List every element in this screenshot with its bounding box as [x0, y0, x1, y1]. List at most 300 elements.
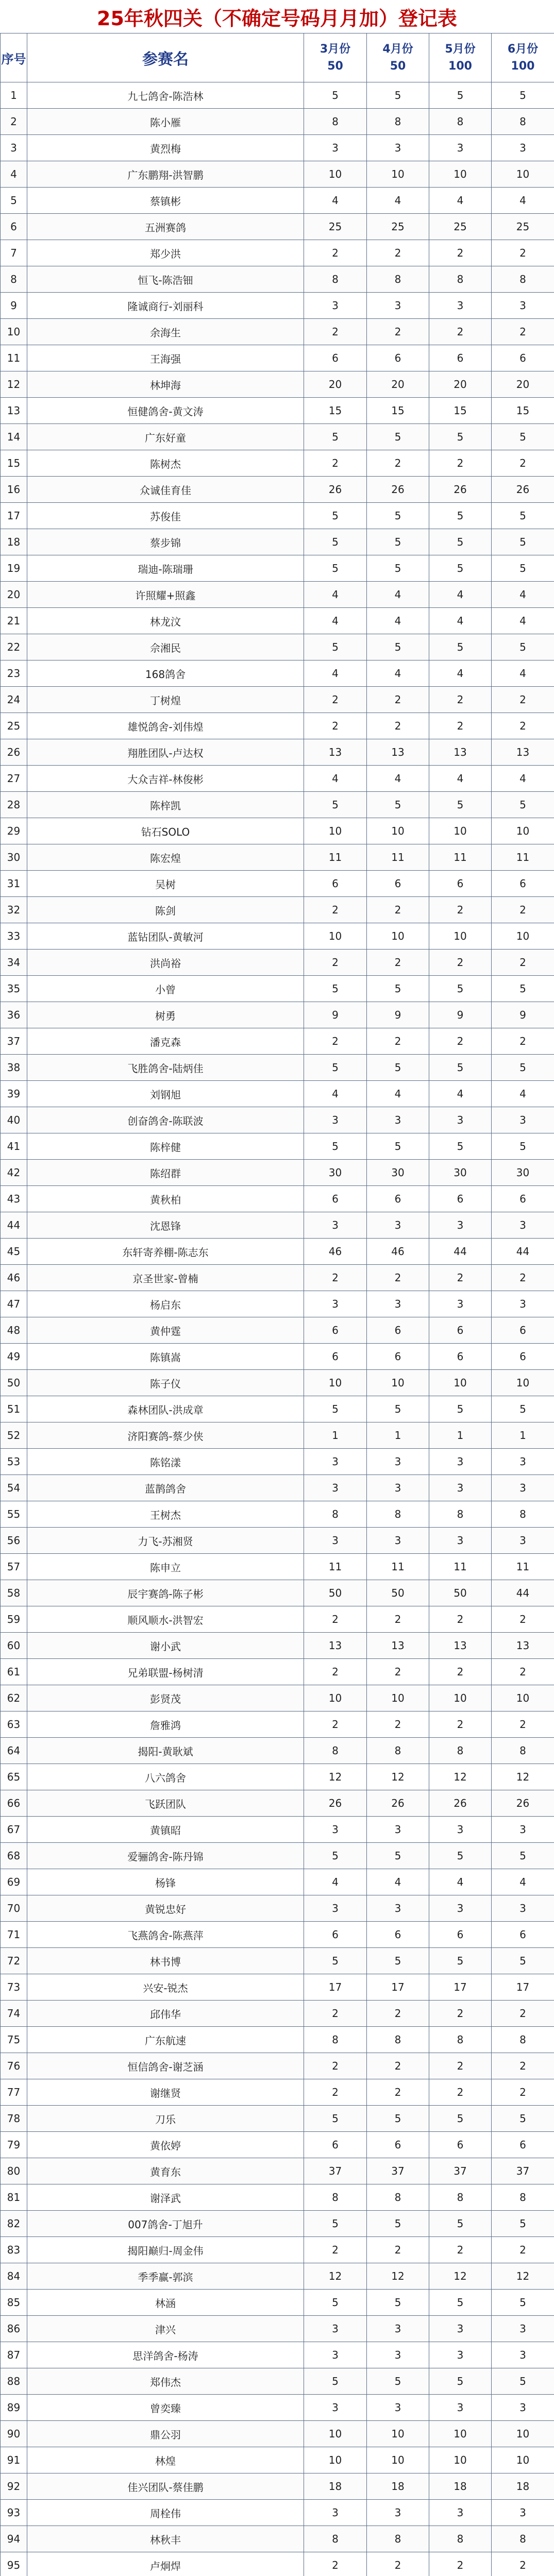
- april-count: 25: [367, 214, 429, 240]
- march-count: 2: [304, 1659, 367, 1685]
- march-count: 15: [304, 398, 367, 424]
- march-count: 10: [304, 2421, 367, 2447]
- may-count: 11: [429, 1554, 492, 1580]
- may-count: 4: [429, 582, 492, 608]
- april-count: 4: [367, 1869, 429, 1895]
- march-count: 3: [304, 1291, 367, 1317]
- row-index: 51: [1, 1396, 27, 1422]
- row-index: 78: [1, 2106, 27, 2132]
- table-row: [1, 2526, 554, 2552]
- march-count: 20: [304, 371, 367, 398]
- table-row: [1, 2395, 554, 2421]
- row-index: 41: [1, 1133, 27, 1160]
- march-count: 8: [304, 1501, 367, 1528]
- june-count: 2: [492, 1028, 554, 1055]
- april-count: 3: [367, 1107, 429, 1133]
- june-count: 2: [492, 950, 554, 976]
- march-count: 2: [304, 950, 367, 976]
- april-count: 13: [367, 739, 429, 766]
- april-count: 2: [367, 687, 429, 713]
- may-count: 50: [429, 1580, 492, 1606]
- june-count: 5: [492, 2211, 554, 2237]
- june-count: 26: [492, 1790, 554, 1817]
- may-count: 2: [429, 687, 492, 713]
- march-count: 4: [304, 608, 367, 634]
- row-index: 89: [1, 2395, 27, 2421]
- march-count: 9: [304, 1002, 367, 1028]
- table-row: [1, 2184, 554, 2211]
- april-count: 13: [367, 1633, 429, 1659]
- april-count: 3: [367, 293, 429, 319]
- table-row: [1, 214, 554, 240]
- may-count: 2: [429, 2053, 492, 2079]
- row-index: 23: [1, 660, 27, 687]
- may-count: 2: [429, 897, 492, 923]
- may-count: 13: [429, 739, 492, 766]
- may-count: 6: [429, 871, 492, 897]
- march-count: 5: [304, 503, 367, 529]
- june-count: 2: [492, 1606, 554, 1633]
- april-count: 10: [367, 161, 429, 188]
- table-row: [1, 450, 554, 477]
- march-count: 3: [304, 1449, 367, 1475]
- june-count: 3: [492, 1107, 554, 1133]
- table-row: [1, 1922, 554, 1948]
- march-count: 5: [304, 1396, 367, 1422]
- may-count: 10: [429, 161, 492, 188]
- table-row: [1, 1160, 554, 1186]
- march-count: 4: [304, 660, 367, 687]
- march-count: 2: [304, 1028, 367, 1055]
- may-count: 5: [429, 2211, 492, 2237]
- participant-name: 黄锐忠好: [27, 1895, 304, 1922]
- may-count: 3: [429, 2342, 492, 2368]
- row-index: 42: [1, 1160, 27, 1186]
- march-count: 8: [304, 2184, 367, 2211]
- may-count: 2: [429, 2079, 492, 2106]
- participant-name: 雄悦鸽舍-刘伟煌: [27, 713, 304, 739]
- row-index: 31: [1, 871, 27, 897]
- table-row: [1, 1948, 554, 1974]
- may-count: 2: [429, 319, 492, 345]
- row-index: 71: [1, 1922, 27, 1948]
- table-row: [1, 2132, 554, 2158]
- may-count: 3: [429, 1449, 492, 1475]
- participant-name: 津兴: [27, 2316, 304, 2342]
- june-count: 25: [492, 214, 554, 240]
- participant-name: 苏俊佳: [27, 503, 304, 529]
- participant-name: 隆诚商行-刘丽科: [27, 293, 304, 319]
- march-count: 3: [304, 1895, 367, 1922]
- table-row: [1, 1633, 554, 1659]
- participant-name: 黄镇昭: [27, 1817, 304, 1843]
- participant-name: 刀乐: [27, 2106, 304, 2132]
- march-count: 3: [304, 2342, 367, 2368]
- row-index: 15: [1, 450, 27, 477]
- row-index: 65: [1, 1764, 27, 1790]
- march-count: 10: [304, 1685, 367, 1711]
- june-count: 10: [492, 923, 554, 950]
- header-participant: 参赛名: [27, 33, 304, 82]
- table-row: [1, 1396, 554, 1422]
- march-count: 4: [304, 582, 367, 608]
- table-row: [1, 345, 554, 371]
- march-count: 30: [304, 1160, 367, 1186]
- table-row: [1, 1133, 554, 1160]
- april-count: 8: [367, 1501, 429, 1528]
- june-count: 6: [492, 345, 554, 371]
- may-count: 13: [429, 1633, 492, 1659]
- april-count: 5: [367, 1055, 429, 1081]
- june-count: 4: [492, 1869, 554, 1895]
- header-month-3: [304, 33, 367, 82]
- april-count: 5: [367, 424, 429, 450]
- may-count: 2: [429, 2552, 492, 2576]
- april-count: 20: [367, 371, 429, 398]
- table-row: [1, 424, 554, 450]
- table-row: [1, 135, 554, 161]
- table-row: [1, 293, 554, 319]
- table-row: [1, 844, 554, 871]
- may-count: 10: [429, 818, 492, 844]
- april-count: 4: [367, 1081, 429, 1107]
- june-count: 6: [492, 1317, 554, 1344]
- table-row: [1, 1554, 554, 1580]
- march-count: 8: [304, 109, 367, 135]
- participant-name: 陈剑: [27, 897, 304, 923]
- june-count: 8: [492, 2184, 554, 2211]
- row-index: 19: [1, 555, 27, 582]
- participant-name: 谢泽武: [27, 2184, 304, 2211]
- may-count: 6: [429, 345, 492, 371]
- june-count: 3: [492, 1895, 554, 1922]
- march-count: 10: [304, 2447, 367, 2473]
- june-count: 5: [492, 529, 554, 555]
- row-index: 20: [1, 582, 27, 608]
- march-count: 5: [304, 976, 367, 1002]
- may-count: 3: [429, 1212, 492, 1239]
- april-count: 3: [367, 2500, 429, 2526]
- table-row: [1, 871, 554, 897]
- may-count: 6: [429, 1922, 492, 1948]
- participant-name: 曾奕臻: [27, 2395, 304, 2421]
- april-count: 3: [367, 1895, 429, 1922]
- table-row: [1, 1764, 554, 1790]
- row-index: 75: [1, 2027, 27, 2053]
- june-count: 8: [492, 2526, 554, 2552]
- march-count: 1: [304, 1422, 367, 1449]
- june-count: 2: [492, 897, 554, 923]
- row-index: 39: [1, 1081, 27, 1107]
- participant-name: 谢继贤: [27, 2079, 304, 2106]
- march-count: 2: [304, 319, 367, 345]
- april-count: 5: [367, 529, 429, 555]
- march-count: 5: [304, 555, 367, 582]
- participant-name: 钻石SOLO: [27, 818, 304, 844]
- march-count: 5: [304, 2211, 367, 2237]
- june-count: 13: [492, 739, 554, 766]
- june-count: 3: [492, 2500, 554, 2526]
- participant-name: 杨启东: [27, 1291, 304, 1317]
- april-count: 30: [367, 1160, 429, 1186]
- april-count: 8: [367, 1738, 429, 1764]
- may-count: 2: [429, 2237, 492, 2263]
- row-index: 34: [1, 950, 27, 976]
- june-count: 5: [492, 424, 554, 450]
- april-count: 5: [367, 1948, 429, 1974]
- april-count: 4: [367, 660, 429, 687]
- june-count: 3: [492, 1528, 554, 1554]
- table-row: [1, 687, 554, 713]
- row-index: 74: [1, 2001, 27, 2027]
- row-index: 58: [1, 1580, 27, 1606]
- participant-name: 飞胜鸽舍-陆炳佳: [27, 1055, 304, 1081]
- row-index: 16: [1, 477, 27, 503]
- may-count: 44: [429, 1239, 492, 1265]
- may-count: 12: [429, 1764, 492, 1790]
- participant-name: 佘湘民: [27, 634, 304, 660]
- april-count: 8: [367, 2526, 429, 2552]
- table-row: [1, 1107, 554, 1133]
- march-count: 13: [304, 739, 367, 766]
- april-count: 3: [367, 1817, 429, 1843]
- may-count: 11: [429, 844, 492, 871]
- row-index: 38: [1, 1055, 27, 1081]
- row-index: 35: [1, 976, 27, 1002]
- march-count: 2: [304, 2079, 367, 2106]
- may-count: 3: [429, 293, 492, 319]
- participant-name: 谢小武: [27, 1633, 304, 1659]
- may-count: 8: [429, 2526, 492, 2552]
- may-count: 5: [429, 503, 492, 529]
- june-count: 10: [492, 161, 554, 188]
- row-index: 10: [1, 319, 27, 345]
- row-index: 22: [1, 634, 27, 660]
- header-row: [1, 33, 554, 82]
- row-index: 56: [1, 1528, 27, 1554]
- participant-name: 卢炯焊: [27, 2552, 304, 2576]
- row-index: 37: [1, 1028, 27, 1055]
- participant-name: 陈子仪: [27, 1370, 304, 1396]
- table-row: [1, 923, 554, 950]
- april-count: 26: [367, 477, 429, 503]
- table-row: [1, 1475, 554, 1501]
- row-index: 40: [1, 1107, 27, 1133]
- april-count: 4: [367, 188, 429, 214]
- march-count: 4: [304, 766, 367, 792]
- participant-name: 黄秋柏: [27, 1186, 304, 1212]
- april-count: 6: [367, 871, 429, 897]
- april-count: 5: [367, 976, 429, 1002]
- header-month-4-amount: 50: [390, 60, 406, 73]
- june-count: 3: [492, 1475, 554, 1501]
- april-count: 26: [367, 1790, 429, 1817]
- june-count: 2: [492, 240, 554, 266]
- may-count: 2: [429, 1265, 492, 1291]
- june-count: 12: [492, 2263, 554, 2290]
- march-count: 6: [304, 2132, 367, 2158]
- row-index: 61: [1, 1659, 27, 1685]
- june-count: 44: [492, 1239, 554, 1265]
- april-count: 4: [367, 608, 429, 634]
- row-index: 48: [1, 1317, 27, 1344]
- june-count: 5: [492, 1948, 554, 1974]
- participant-name: 创奋鸽舍-陈联波: [27, 1107, 304, 1133]
- april-count: 2: [367, 2552, 429, 2576]
- table-row: [1, 1370, 554, 1396]
- may-count: 4: [429, 660, 492, 687]
- participant-name: 陈梓健: [27, 1133, 304, 1160]
- participant-name: 八六鸽舍: [27, 1764, 304, 1790]
- may-count: 10: [429, 1370, 492, 1396]
- row-index: 43: [1, 1186, 27, 1212]
- march-count: 6: [304, 1344, 367, 1370]
- participant-name: 京圣世家-曾楠: [27, 1265, 304, 1291]
- april-count: 9: [367, 1002, 429, 1028]
- march-count: 11: [304, 1554, 367, 1580]
- april-count: 6: [367, 1344, 429, 1370]
- table-row: [1, 319, 554, 345]
- table-row: [1, 1028, 554, 1055]
- april-count: 10: [367, 923, 429, 950]
- participant-name: 郑少洪: [27, 240, 304, 266]
- row-index: 18: [1, 529, 27, 555]
- row-index: 80: [1, 2158, 27, 2184]
- june-count: 30: [492, 1160, 554, 1186]
- april-count: 5: [367, 82, 429, 109]
- june-count: 4: [492, 188, 554, 214]
- june-count: 2: [492, 687, 554, 713]
- march-count: 26: [304, 477, 367, 503]
- table-row: [1, 2053, 554, 2079]
- march-count: 50: [304, 1580, 367, 1606]
- april-count: 5: [367, 1133, 429, 1160]
- june-count: 2: [492, 319, 554, 345]
- april-count: 12: [367, 1764, 429, 1790]
- may-count: 9: [429, 1002, 492, 1028]
- table-row: [1, 371, 554, 398]
- may-count: 10: [429, 1685, 492, 1711]
- june-count: 17: [492, 1974, 554, 2001]
- table-row: [1, 2447, 554, 2473]
- row-index: 81: [1, 2184, 27, 2211]
- april-count: 5: [367, 1843, 429, 1869]
- may-count: 17: [429, 1974, 492, 2001]
- participant-name: 陈绍群: [27, 1160, 304, 1186]
- participant-name: 鼎公羽: [27, 2421, 304, 2447]
- participant-name: 揭阳巅归-周金伟: [27, 2237, 304, 2263]
- table-row: [1, 818, 554, 844]
- march-count: 8: [304, 2027, 367, 2053]
- participant-name: 詹雅鸿: [27, 1711, 304, 1738]
- march-count: 2: [304, 1711, 367, 1738]
- header-month-5-label: 5月份: [445, 43, 476, 56]
- may-count: 2: [429, 1606, 492, 1633]
- april-count: 5: [367, 634, 429, 660]
- june-count: 5: [492, 792, 554, 818]
- participant-name: 广东航速: [27, 2027, 304, 2053]
- table-row: [1, 161, 554, 188]
- may-count: 3: [429, 2316, 492, 2342]
- june-count: 4: [492, 660, 554, 687]
- may-count: 25: [429, 214, 492, 240]
- march-count: 2: [304, 713, 367, 739]
- april-count: 4: [367, 766, 429, 792]
- april-count: 8: [367, 266, 429, 293]
- may-count: 6: [429, 1186, 492, 1212]
- june-count: 3: [492, 1212, 554, 1239]
- row-index: 45: [1, 1239, 27, 1265]
- table-row: [1, 766, 554, 792]
- may-count: 26: [429, 477, 492, 503]
- participant-name: 陈树杰: [27, 450, 304, 477]
- april-count: 4: [367, 582, 429, 608]
- may-count: 8: [429, 1501, 492, 1528]
- may-count: 2: [429, 1028, 492, 1055]
- participant-name: 黄依婷: [27, 2132, 304, 2158]
- participant-name: 蓝鹊鸽舍: [27, 1475, 304, 1501]
- april-count: 2: [367, 319, 429, 345]
- row-index: 2: [1, 109, 27, 135]
- may-count: 5: [429, 1843, 492, 1869]
- march-count: 25: [304, 214, 367, 240]
- may-count: 6: [429, 1317, 492, 1344]
- june-count: 2: [492, 1265, 554, 1291]
- may-count: 5: [429, 792, 492, 818]
- june-count: 12: [492, 1764, 554, 1790]
- table-row: [1, 2158, 554, 2184]
- june-count: 6: [492, 2132, 554, 2158]
- may-count: 10: [429, 2421, 492, 2447]
- march-count: 6: [304, 1186, 367, 1212]
- march-count: 3: [304, 1475, 367, 1501]
- participant-name: 九七鸽舍-陈浩林: [27, 82, 304, 109]
- may-count: 5: [429, 1396, 492, 1422]
- table-row: [1, 1291, 554, 1317]
- participant-name: 吴树: [27, 871, 304, 897]
- march-count: 37: [304, 2158, 367, 2184]
- june-count: 10: [492, 2421, 554, 2447]
- participant-name: 森林团队-洪成章: [27, 1396, 304, 1422]
- table-row: [1, 2263, 554, 2290]
- header-month-3-amount: 50: [327, 60, 343, 73]
- participant-name: 爱骊鸽舍-陈丹锦: [27, 1843, 304, 1869]
- march-count: 3: [304, 1528, 367, 1554]
- june-count: 3: [492, 293, 554, 319]
- row-index: 91: [1, 2447, 27, 2473]
- participant-name: 洪尚裕: [27, 950, 304, 976]
- may-count: 8: [429, 1738, 492, 1764]
- april-count: 15: [367, 398, 429, 424]
- june-count: 2: [492, 2001, 554, 2027]
- june-count: 10: [492, 1685, 554, 1711]
- june-count: 15: [492, 398, 554, 424]
- row-index: 69: [1, 1869, 27, 1895]
- table-row: [1, 82, 554, 109]
- participant-name: 陈镇嵩: [27, 1344, 304, 1370]
- table-row: [1, 2237, 554, 2263]
- may-count: 12: [429, 2263, 492, 2290]
- participant-name: 林书博: [27, 1948, 304, 1974]
- june-count: 44: [492, 1580, 554, 1606]
- table-row: [1, 1317, 554, 1344]
- table-row: [1, 634, 554, 660]
- april-count: 8: [367, 109, 429, 135]
- march-count: 6: [304, 1922, 367, 1948]
- table-row: [1, 266, 554, 293]
- may-count: 5: [429, 634, 492, 660]
- participant-name: 刘钢旭: [27, 1081, 304, 1107]
